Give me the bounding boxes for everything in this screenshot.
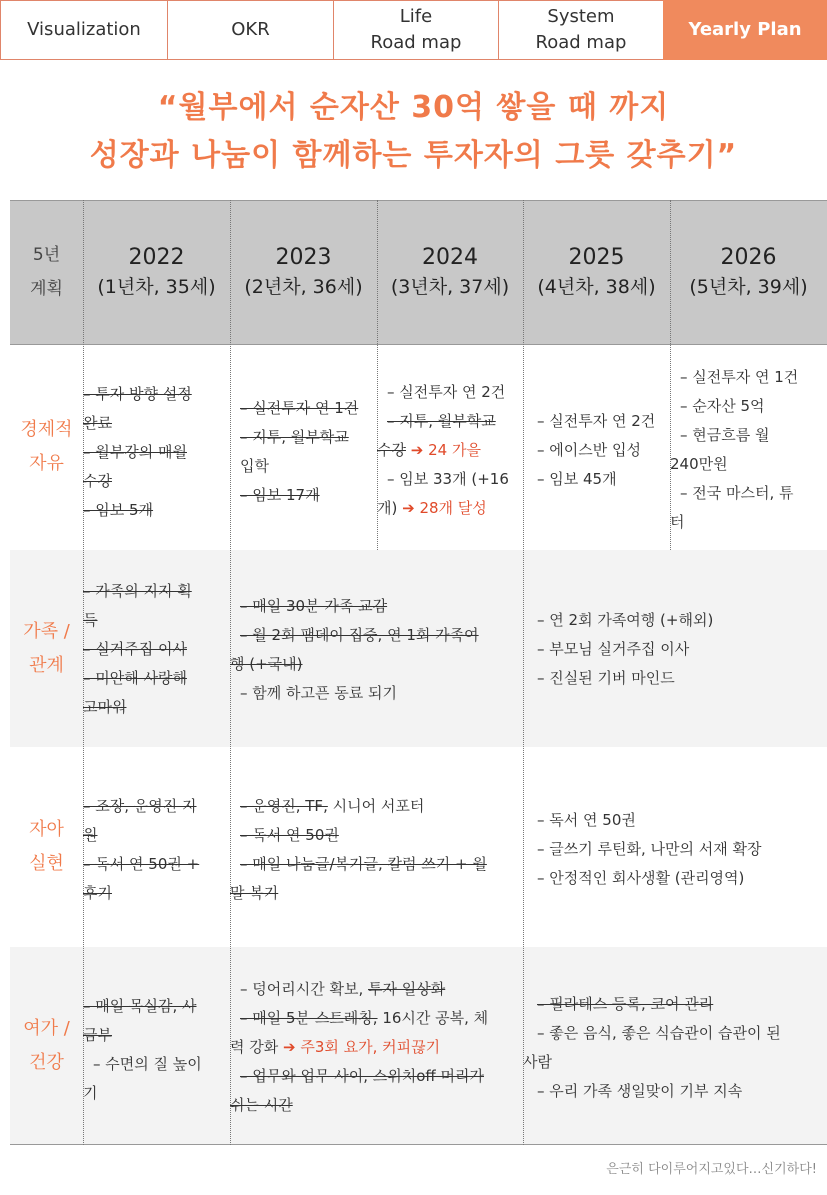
- plan-item: 16시간 공복, 체: [377, 1009, 489, 1027]
- row-label-line2: 자유: [29, 453, 64, 474]
- plan-item: 시니어 서포터: [327, 797, 425, 815]
- tab-okr[interactable]: [167, 0, 333, 60]
- tab-life-roadmap[interactable]: [333, 0, 498, 60]
- plan-item: 입학: [240, 457, 269, 475]
- cell-leisure-2023-2024: [230, 975, 523, 1120]
- plan-item: – 지투, 월부학교: [387, 412, 496, 430]
- row-label-line2: 관계: [29, 654, 64, 676]
- cell-family-2023-2024: [230, 592, 523, 708]
- tab-visualization[interactable]: [0, 0, 167, 60]
- plan-item: 완료: [83, 414, 112, 432]
- year-sub: (5년차, 39세): [689, 276, 808, 298]
- plan-item: – 가족의 지지 획: [83, 582, 192, 600]
- header-year-2026: [670, 200, 827, 344]
- plan-item: 력 강화: [230, 1038, 284, 1056]
- plan-item: – 전국 마스터, 튜: [680, 484, 794, 502]
- yearly-plan-table: [10, 200, 827, 1145]
- plan-item: 수강: [83, 472, 112, 490]
- plan-item: 득: [83, 611, 98, 629]
- year-label: 2022: [128, 245, 185, 270]
- plan-item: – 독서 연 50권: [240, 826, 339, 844]
- divider: [10, 1144, 827, 1145]
- cell-family-2025-2026: [523, 606, 827, 693]
- plan-item: – 임보 45개: [537, 470, 617, 488]
- plan-item: – 우리 가족 생일맞이 기부 지속: [537, 1082, 743, 1100]
- plan-item: 후기: [83, 884, 112, 902]
- year-sub: (1년차, 35세): [97, 276, 216, 298]
- plan-item: – 연 2회 가족여행 (+해외): [537, 611, 714, 629]
- plan-item: – 덩어리시간 확보,: [240, 980, 369, 998]
- row-label-leisure: [10, 947, 83, 1145]
- tab-yearly-plan[interactable]: [663, 0, 827, 60]
- plan-item: 터: [670, 513, 685, 531]
- tab-life-roadmap-label1: Life: [399, 6, 433, 27]
- plan-item: – 임보 33개 (+16: [387, 470, 509, 488]
- tab-bar: [0, 0, 827, 60]
- plan-item: – 실전투자 연 2건: [537, 412, 656, 430]
- plan-item: 기: [83, 1084, 98, 1102]
- plan-item: – 매일 목실감, 사: [83, 997, 197, 1015]
- cell-self-2025-2026: [523, 806, 827, 893]
- plan-item: – 매일 5분 스트레칭,: [240, 1009, 378, 1027]
- footer-note: 은근히 다이루어지고있다…신기하다!: [606, 1162, 817, 1177]
- plan-item: – 글쓰기 루틴화, 나만의 서재 확장: [537, 840, 762, 858]
- header-year-2024: [377, 200, 523, 344]
- plan-item: 원: [83, 826, 98, 844]
- plan-update: ➔ 28개 달성: [402, 499, 487, 517]
- cell-leisure-2022: [83, 992, 230, 1108]
- cell-economic-2022: [83, 380, 230, 525]
- cell-economic-2024: [377, 378, 523, 523]
- plan-item: – 실전투자 연 2건: [387, 383, 506, 401]
- plan-item: – 업무와 업무 사이, 스위치off 머리가: [240, 1067, 484, 1085]
- tab-okr-label: OKR: [231, 19, 270, 40]
- tab-system-roadmap-label2: Road map: [535, 32, 627, 53]
- page-title: [0, 84, 827, 180]
- year-sub: (4년차, 38세): [537, 276, 656, 298]
- plan-item: – 순자산 5억: [680, 397, 765, 415]
- plan-item: – 부모님 실거주집 이사: [537, 640, 690, 658]
- plan-item: – 현금흐름 월: [680, 426, 770, 444]
- plan-item: 말 복기: [230, 884, 279, 902]
- plan-item: – 월 2회 팸데이 집중, 연 1회 가족여: [240, 626, 479, 644]
- header-corner: [10, 200, 83, 344]
- plan-item: – 실전투자 연 1건: [680, 368, 799, 386]
- year-label: 2024: [422, 245, 478, 270]
- plan-item: 사람: [523, 1053, 552, 1071]
- header-year-2023: [230, 200, 377, 344]
- plan-item: – 지투, 월부학교: [240, 428, 349, 446]
- row-label-line2: 실현: [29, 853, 64, 874]
- year-sub: (2년차, 36세): [244, 276, 363, 298]
- cell-economic-2026: [670, 363, 827, 537]
- title-line1: “월부에서 순자산 30억 쌓을 때 까지: [157, 90, 670, 125]
- row-label-line2: 건강: [29, 1052, 64, 1073]
- plan-item: – 진실된 기버 마인드: [537, 669, 675, 687]
- cell-economic-2025: [523, 407, 670, 494]
- plan-item: 240만원: [670, 455, 728, 473]
- header-corner-line1: 5년: [32, 245, 61, 265]
- row-label-line1: 경제적: [20, 419, 73, 440]
- plan-item: – 좋은 음식, 좋은 식습관이 습관이 된: [537, 1024, 781, 1042]
- plan-item: – 안정적인 회사생활 (관리영역): [537, 869, 745, 887]
- plan-item: – 임보 5개: [83, 501, 154, 519]
- plan-item: – 독서 연 50권: [537, 811, 636, 829]
- plan-item: 투자 일상화: [368, 980, 446, 998]
- plan-item: 금부: [83, 1026, 112, 1044]
- tab-system-roadmap-label1: System: [547, 6, 615, 27]
- row-label-self: [10, 747, 83, 947]
- plan-item: – 미안해 사랑해: [83, 669, 187, 687]
- year-label: 2026: [720, 245, 777, 270]
- plan-item: – 운영진, TF,: [240, 797, 328, 815]
- plan-item: – 수면의 질 높이: [93, 1055, 202, 1073]
- plan-item: – 매일 나눔글/복기글, 칼럼 쓰기 + 월: [240, 855, 487, 873]
- plan-item: – 임보 17개: [240, 486, 320, 504]
- plan-item: 개): [377, 499, 398, 517]
- plan-item: – 조장, 운영진 지: [83, 797, 197, 815]
- cell-economic-2023: [230, 394, 377, 510]
- row-label-economic: [10, 344, 83, 550]
- year-label: 2025: [568, 245, 625, 270]
- cell-self-2022: [83, 792, 230, 908]
- row-label-line1: 자아: [29, 819, 64, 840]
- tab-life-roadmap-label2: Road map: [370, 32, 462, 53]
- plan-item: – 실전투자 연 1건: [240, 399, 359, 417]
- plan-item: – 투자 방향 설정: [83, 385, 192, 403]
- row-label-line1: 여가 /: [23, 1018, 70, 1039]
- row-label-family: [10, 550, 83, 747]
- plan-item: 쉬는 시간: [230, 1096, 293, 1114]
- plan-update: ➔ 24 가을: [410, 441, 481, 459]
- year-sub: (3년차, 37세): [390, 276, 510, 298]
- header-year-2022: [83, 200, 230, 344]
- tab-system-roadmap[interactable]: [498, 0, 663, 60]
- plan-item: 고마워: [83, 698, 127, 716]
- plan-item: – 함께 하고픈 동료 되기: [240, 684, 397, 702]
- row-label-line1: 가족 /: [23, 620, 70, 642]
- plan-item: – 필라테스 등록, 코어 관리: [537, 995, 714, 1013]
- divider: [10, 344, 827, 345]
- cell-self-2023-2024: [230, 792, 523, 908]
- tab-yearly-plan-label: Yearly Plan: [688, 19, 802, 40]
- plan-update: ➔ 주3회 요가, 커피끊기: [283, 1038, 441, 1056]
- plan-item: 행 (+국내): [230, 655, 303, 673]
- tab-visualization-label: Visualization: [27, 19, 141, 40]
- plan-item: – 독서 연 50권 +: [83, 855, 200, 873]
- plan-item: – 월부강의 매월: [83, 443, 187, 461]
- plan-item: – 실거주집 이사: [83, 640, 187, 658]
- plan-item: – 에이스반 입성: [537, 441, 641, 459]
- header-corner-line2: 계획: [30, 279, 63, 299]
- header-year-2025: [523, 200, 670, 344]
- title-line2: 성장과 나눔이 함께하는 투자자의 그릇 갖추기”: [89, 138, 738, 173]
- cell-leisure-2025-2026: [523, 990, 827, 1106]
- plan-item: – 매일 30분 가족 교감: [240, 597, 388, 615]
- plan-item: 수강: [377, 441, 406, 459]
- cell-family-2022: [83, 577, 230, 722]
- year-label: 2023: [275, 245, 332, 270]
